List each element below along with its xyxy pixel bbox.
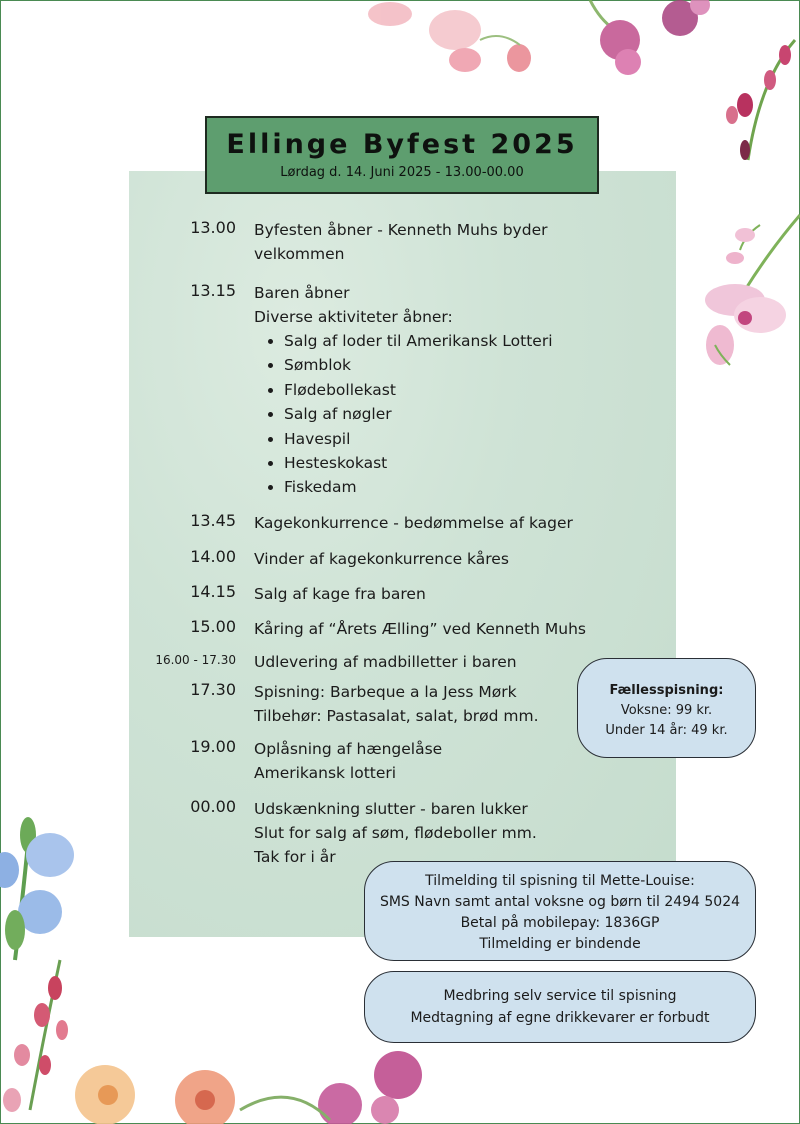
signup-line: Tilmelding til spisning til Mette-Louise: bbox=[425, 873, 695, 889]
event-description bbox=[254, 617, 594, 641]
event-line: Oplåsning af hængelåse bbox=[254, 740, 443, 758]
event-line: Amerikansk lotteri bbox=[254, 764, 397, 782]
event-line: Diverse aktiviteter åbner: bbox=[254, 308, 453, 326]
event-description bbox=[254, 511, 594, 535]
bring-box bbox=[364, 971, 756, 1043]
dinner-heading: Fællesspisning: bbox=[609, 683, 724, 698]
event-description bbox=[254, 582, 594, 606]
event-line: Salg af kage fra baren bbox=[254, 585, 426, 603]
list-item: • Flødebollekast bbox=[284, 378, 594, 402]
event-line: Vinder af kagekonkurrence kåres bbox=[254, 550, 509, 568]
event-line: Tilbehør: Pastasalat, salat, brød mm. bbox=[254, 707, 539, 725]
event-description bbox=[254, 797, 594, 869]
bottom-flowers-icon bbox=[75, 1051, 422, 1124]
child-price: Under 14 år: 49 kr. bbox=[605, 723, 728, 738]
adult-price: Voksne: 99 kr. bbox=[620, 703, 713, 718]
right-stem-icon bbox=[726, 40, 795, 160]
event-line: Kåring af “Årets Ælling” ved Kenneth Muhs bbox=[254, 620, 586, 638]
dinner-price-box bbox=[577, 658, 756, 758]
event-line: Udlevering af madbilletter i baren bbox=[254, 653, 517, 671]
list-item: • Sømblok bbox=[284, 353, 594, 377]
event-time: 13.45 bbox=[190, 511, 236, 530]
event-line: Slut for salg af søm, flødeboller mm. bbox=[254, 824, 537, 842]
list-item: • Salg af loder til Amerikansk Lotteri bbox=[284, 329, 594, 353]
event-time: 15.00 bbox=[190, 617, 236, 636]
event-time: 17.30 bbox=[190, 680, 236, 699]
event-line: Kagekonkurrence - bedømmelse af kager bbox=[254, 514, 573, 532]
title-banner bbox=[205, 116, 599, 194]
event-time: 14.15 bbox=[190, 582, 236, 601]
signup-box bbox=[364, 861, 756, 961]
event-time: 00.00 bbox=[190, 797, 236, 816]
event-line: Tak for i år bbox=[254, 848, 336, 866]
bring-line: Medbring selv service til spisning bbox=[443, 988, 677, 1004]
orchid-icon bbox=[705, 215, 800, 365]
list-item: • Havespil bbox=[284, 427, 594, 451]
event-time: 16.00 - 17.30 bbox=[155, 653, 236, 667]
top-flowers-icon bbox=[368, 0, 710, 75]
left-bottom-flowers-icon bbox=[3, 960, 68, 1112]
event-line: Spisning: Barbeque a la Jess Mørk bbox=[254, 683, 517, 701]
event-description bbox=[254, 281, 594, 500]
signup-line: Betal på mobilepay: 1836GP bbox=[460, 915, 660, 931]
event-description bbox=[254, 218, 594, 266]
event-line: Udskænkning slutter - baren lukker bbox=[254, 800, 528, 818]
event-time: 13.15 bbox=[190, 281, 236, 300]
event-time: 19.00 bbox=[190, 737, 236, 756]
event-line: Byfesten åbner - Kenneth Muhs byder bbox=[254, 221, 548, 239]
event-line: Baren åbner bbox=[254, 284, 350, 302]
event-description bbox=[254, 650, 594, 674]
event-description bbox=[254, 680, 594, 728]
bring-line: Medtagning af egne drikkevarer er forbudt bbox=[410, 1010, 710, 1026]
event-time: 14.00 bbox=[190, 547, 236, 566]
page-subtitle: Lørdag d. 14. Juni 2025 - 13.00-00.00 bbox=[280, 165, 524, 180]
event-description bbox=[254, 737, 594, 785]
signup-line: Tilmelding er bindende bbox=[479, 936, 641, 952]
event-time: 13.00 bbox=[190, 218, 236, 237]
activity-list bbox=[254, 329, 594, 500]
bluebells-icon bbox=[0, 817, 74, 960]
signup-line: SMS Navn samt antal voksne og børn til 2494 5024 bbox=[379, 894, 741, 910]
list-item: • Hesteskokast bbox=[284, 451, 594, 475]
list-item: • Salg af nøgler bbox=[284, 402, 594, 426]
event-line: velkommen bbox=[254, 245, 345, 263]
list-item: • Fiskedam bbox=[284, 475, 594, 499]
page-title: Ellinge Byfest 2025 bbox=[226, 129, 578, 160]
event-description bbox=[254, 547, 594, 571]
